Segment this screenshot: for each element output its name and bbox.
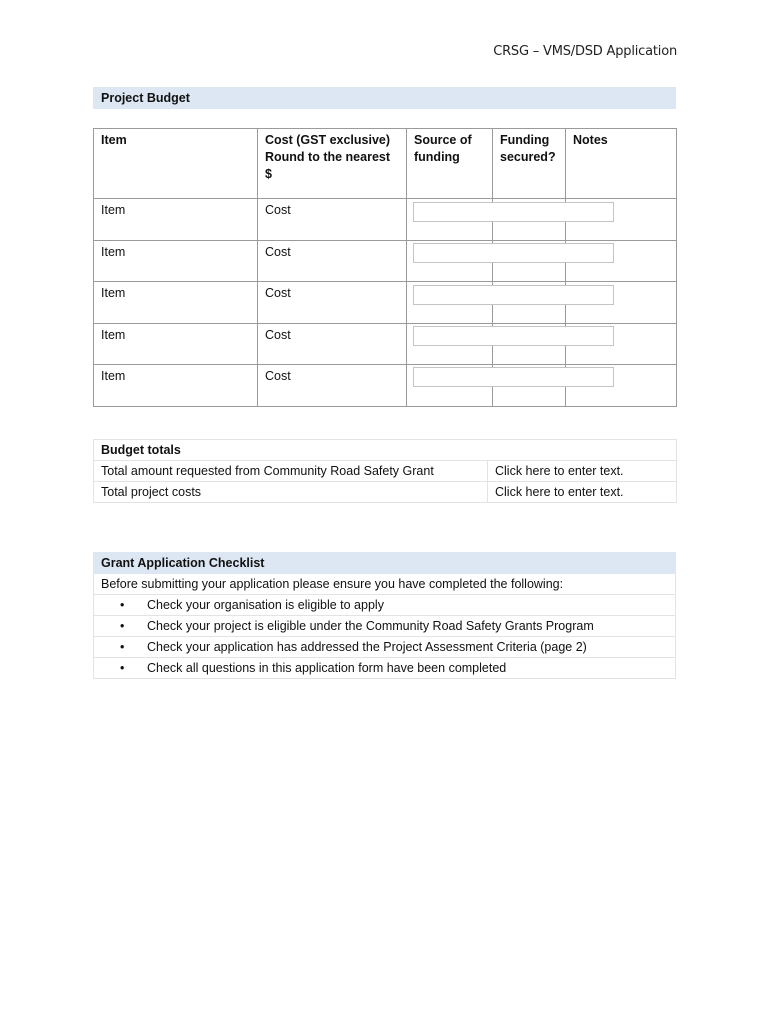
checklist-item-text: Check your application has addressed the Project Assessment Criteria (page 2) (147, 640, 587, 654)
item-cell[interactable]: Item (94, 323, 258, 365)
list-item (94, 658, 676, 679)
bullet-icon: • (120, 619, 125, 633)
table-row (94, 461, 677, 482)
funding-source-field[interactable] (413, 326, 614, 346)
cost-cell[interactable]: Cost (258, 282, 407, 324)
list-item (94, 595, 676, 616)
cost-cell[interactable]: Cost (258, 323, 407, 365)
column-header-source: Source of funding (407, 129, 493, 199)
checklist-item-text: Check all questions in this application form have been completed (147, 661, 507, 675)
budget-totals-table (93, 439, 677, 503)
cost-cell[interactable]: Cost (258, 199, 407, 241)
funding-source-field[interactable] (413, 367, 614, 387)
total-requested-input[interactable]: Click here to enter text. (488, 461, 677, 482)
funding-source-field[interactable] (413, 202, 614, 222)
bullet-icon: • (120, 598, 125, 612)
column-header-cost: Cost (GST exclusive) Round to the nearest $ (258, 129, 407, 199)
checklist-item-text: Check your project is eligible under the Community Road Safety Grants Program (147, 619, 594, 633)
item-cell[interactable]: Item (94, 240, 258, 282)
funding-source-field[interactable] (413, 243, 614, 263)
budget-totals-heading-row (94, 440, 677, 461)
item-cell[interactable]: Item (94, 199, 258, 241)
budget-totals-heading: Budget totals (94, 440, 677, 461)
column-header-notes: Notes (566, 129, 677, 199)
item-cell[interactable]: Item (94, 282, 258, 324)
list-item (94, 637, 676, 658)
checklist-intro-row (94, 574, 676, 595)
checklist-heading: Grant Application Checklist (94, 553, 676, 574)
total-costs-label: Total project costs (94, 482, 488, 503)
column-header-item: Item (94, 129, 258, 199)
item-cell[interactable]: Item (94, 365, 258, 407)
column-header-secured: Funding secured? (493, 129, 566, 199)
table-header-row (94, 129, 677, 199)
total-costs-input[interactable]: Click here to enter text. (488, 482, 677, 503)
checklist-heading-row (94, 553, 676, 574)
cost-cell[interactable]: Cost (258, 365, 407, 407)
funding-source-field[interactable] (413, 285, 614, 305)
list-item (94, 616, 676, 637)
project-budget-heading: Project Budget (93, 87, 676, 109)
checklist-intro: Before submitting your application please ensure you have completed the following: (94, 574, 676, 595)
bullet-icon: • (120, 640, 125, 654)
total-requested-label: Total amount requested from Community Road Safety Grant (94, 461, 488, 482)
checklist-item-text: Check your organisation is eligible to apply (147, 598, 384, 612)
document-header-title: CRSG – VMS/DSD Application (493, 44, 677, 59)
bullet-icon: • (120, 661, 125, 675)
grant-checklist-table (93, 552, 676, 679)
project-budget-table (93, 128, 677, 407)
cost-cell[interactable]: Cost (258, 240, 407, 282)
table-row (94, 482, 677, 503)
